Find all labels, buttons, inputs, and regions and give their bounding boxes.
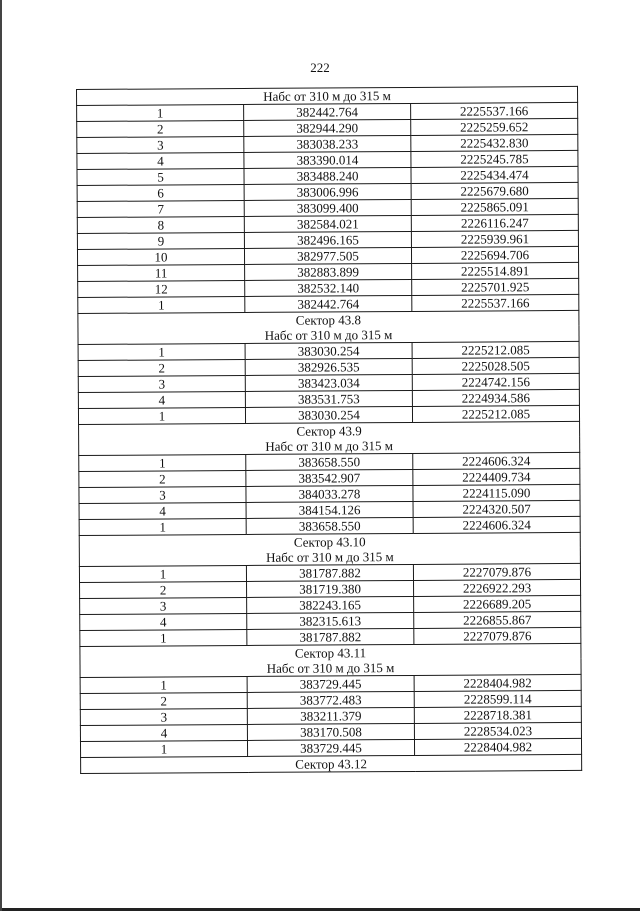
x-coordinate-cell: 382926.535 (245, 358, 412, 375)
y-coordinate-cell: 2225245.785 (411, 150, 578, 167)
point-number-cell: 7 (77, 200, 244, 217)
point-number-cell: 9 (77, 232, 244, 249)
y-coordinate-cell: 2224934.586 (412, 389, 579, 406)
point-number-cell: 4 (77, 152, 244, 169)
point-number-cell: 2 (78, 359, 245, 376)
x-coordinate-cell: 384033.278 (246, 485, 413, 502)
x-coordinate-cell: 382584.021 (244, 215, 411, 232)
x-coordinate-cell: 381787.882 (247, 628, 414, 645)
y-coordinate-cell: 2225259.652 (411, 118, 578, 135)
point-number-cell: 10 (77, 248, 244, 265)
x-coordinate-cell: 383423.034 (245, 374, 412, 391)
x-coordinate-cell: 383658.550 (246, 517, 413, 534)
point-number-cell: 5 (77, 168, 244, 185)
x-coordinate-cell: 381719.380 (247, 580, 414, 597)
y-coordinate-cell: 2224320.507 (413, 500, 580, 517)
y-coordinate-cell: 2224409.734 (413, 468, 580, 485)
x-coordinate-cell: 383542.907 (246, 469, 413, 486)
point-number-cell: 1 (80, 629, 247, 646)
x-coordinate-cell: 382977.505 (244, 247, 411, 264)
coordinates-table-body (77, 86, 582, 773)
point-number-cell: 12 (78, 280, 245, 297)
x-coordinate-cell: 383211.379 (247, 707, 414, 724)
x-coordinate-cell: 383488.240 (244, 167, 411, 184)
x-coordinate-cell: 381787.882 (246, 564, 413, 581)
point-number-cell: 2 (80, 581, 247, 598)
x-coordinate-cell: 383729.445 (247, 739, 414, 756)
height-range-label: Набс от 310 м до 315 м (79, 548, 580, 567)
point-number-cell: 2 (77, 120, 244, 137)
x-coordinate-cell: 382944.290 (244, 119, 411, 136)
y-coordinate-cell: 2225939.961 (411, 230, 578, 247)
height-range-label: Набс от 310 м до 315 м (78, 326, 579, 345)
coordinates-table (76, 86, 582, 774)
y-coordinate-cell: 2225537.166 (412, 294, 579, 311)
y-coordinate-cell: 2226855.867 (414, 611, 581, 628)
point-number-cell: 3 (78, 375, 245, 392)
y-coordinate-cell: 2227079.876 (413, 563, 580, 580)
y-coordinate-cell: 2225865.091 (411, 198, 578, 215)
x-coordinate-cell: 382442.764 (245, 295, 412, 312)
y-coordinate-cell: 2225537.166 (411, 102, 578, 119)
x-coordinate-cell: 383099.400 (244, 199, 411, 216)
y-coordinate-cell: 2224115.090 (413, 484, 580, 501)
x-coordinate-cell: 383531.753 (245, 390, 412, 407)
point-number-cell: 3 (80, 597, 247, 614)
x-coordinate-cell: 383030.254 (245, 342, 412, 359)
point-number-cell: 1 (80, 676, 247, 693)
point-number-cell: 8 (77, 216, 244, 233)
point-number-cell: 3 (77, 136, 244, 153)
point-number-cell: 1 (78, 296, 245, 313)
sector-title-row (81, 754, 582, 773)
point-number-cell: 3 (79, 486, 246, 503)
y-coordinate-cell: 2228718.381 (414, 706, 581, 723)
page-number: 222 (310, 60, 330, 75)
x-coordinate-cell: 383772.483 (247, 691, 414, 708)
x-coordinate-cell: 383729.445 (247, 675, 414, 692)
point-number-cell: 11 (78, 264, 245, 281)
y-coordinate-cell: 2228404.982 (414, 738, 581, 755)
point-number-cell: 4 (80, 724, 247, 741)
y-coordinate-cell: 2226922.293 (414, 579, 581, 596)
height-range-label: Набс от 310 м до 315 м (80, 659, 581, 678)
y-coordinate-cell: 2224606.324 (413, 452, 580, 469)
y-coordinate-cell: 2225212.085 (412, 341, 579, 358)
point-number-cell: 3 (80, 708, 247, 725)
y-coordinate-cell: 2224606.324 (413, 516, 580, 533)
sector-title: Сектор 43.11 (80, 643, 581, 662)
point-number-cell: 4 (78, 391, 245, 408)
point-number-cell: 1 (80, 740, 247, 757)
y-coordinate-cell: 2224742.156 (412, 373, 579, 390)
y-coordinate-cell: 2228599.114 (414, 690, 581, 707)
sector-title: Сектор 43.9 (79, 421, 580, 440)
height-range-label: Набс от 310 м до 315 м (77, 86, 578, 105)
point-number-cell: 4 (79, 502, 246, 519)
point-number-cell: 2 (79, 470, 246, 487)
height-range-label: Набс от 310 м до 315 м (79, 437, 580, 456)
x-coordinate-cell: 383006.996 (244, 183, 411, 200)
y-coordinate-cell: 2225679.680 (411, 182, 578, 199)
x-coordinate-cell: 382496.165 (244, 231, 411, 248)
y-coordinate-cell: 2228534.023 (414, 722, 581, 739)
x-coordinate-cell: 382315.613 (247, 612, 414, 629)
x-coordinate-cell: 384154.126 (246, 501, 413, 518)
point-number-cell: 1 (79, 454, 246, 471)
x-coordinate-cell: 383030.254 (245, 406, 412, 423)
y-coordinate-cell: 2225701.925 (412, 278, 579, 295)
y-coordinate-cell: 2225432.830 (411, 134, 578, 151)
x-coordinate-cell: 382883.899 (245, 263, 412, 280)
point-number-cell: 1 (78, 343, 245, 360)
x-coordinate-cell: 383658.550 (246, 453, 413, 470)
y-coordinate-cell: 2228404.982 (414, 674, 581, 691)
y-coordinate-cell: 2226689.205 (414, 595, 581, 612)
point-number-cell: 1 (79, 518, 246, 535)
x-coordinate-cell: 383038.233 (244, 135, 411, 152)
x-coordinate-cell: 383390.014 (244, 151, 411, 168)
y-coordinate-cell: 2225434.474 (411, 166, 578, 183)
sector-title: Сектор 43.10 (79, 532, 580, 551)
y-coordinate-cell: 2226116.247 (411, 214, 578, 231)
x-coordinate-cell: 382532.140 (245, 279, 412, 296)
point-number-cell: 1 (78, 407, 245, 424)
x-coordinate-cell: 383170.508 (247, 723, 414, 740)
y-coordinate-cell: 2225028.505 (412, 357, 579, 374)
point-number-cell: 6 (77, 184, 244, 201)
y-coordinate-cell: 2225514.891 (412, 262, 579, 279)
point-number-cell: 4 (80, 613, 247, 630)
point-number-cell: 2 (80, 692, 247, 709)
point-number-cell: 1 (79, 565, 246, 582)
y-coordinate-cell: 2225694.706 (411, 246, 578, 263)
x-coordinate-cell: 382243.165 (247, 596, 414, 613)
sector-title: Сектор 43.8 (78, 310, 579, 329)
y-coordinate-cell: 2227079.876 (414, 627, 581, 644)
x-coordinate-cell: 382442.764 (244, 103, 411, 120)
point-number-cell: 1 (77, 104, 244, 121)
y-coordinate-cell: 2225212.085 (412, 405, 579, 422)
sector-title: Сектор 43.12 (81, 754, 582, 773)
